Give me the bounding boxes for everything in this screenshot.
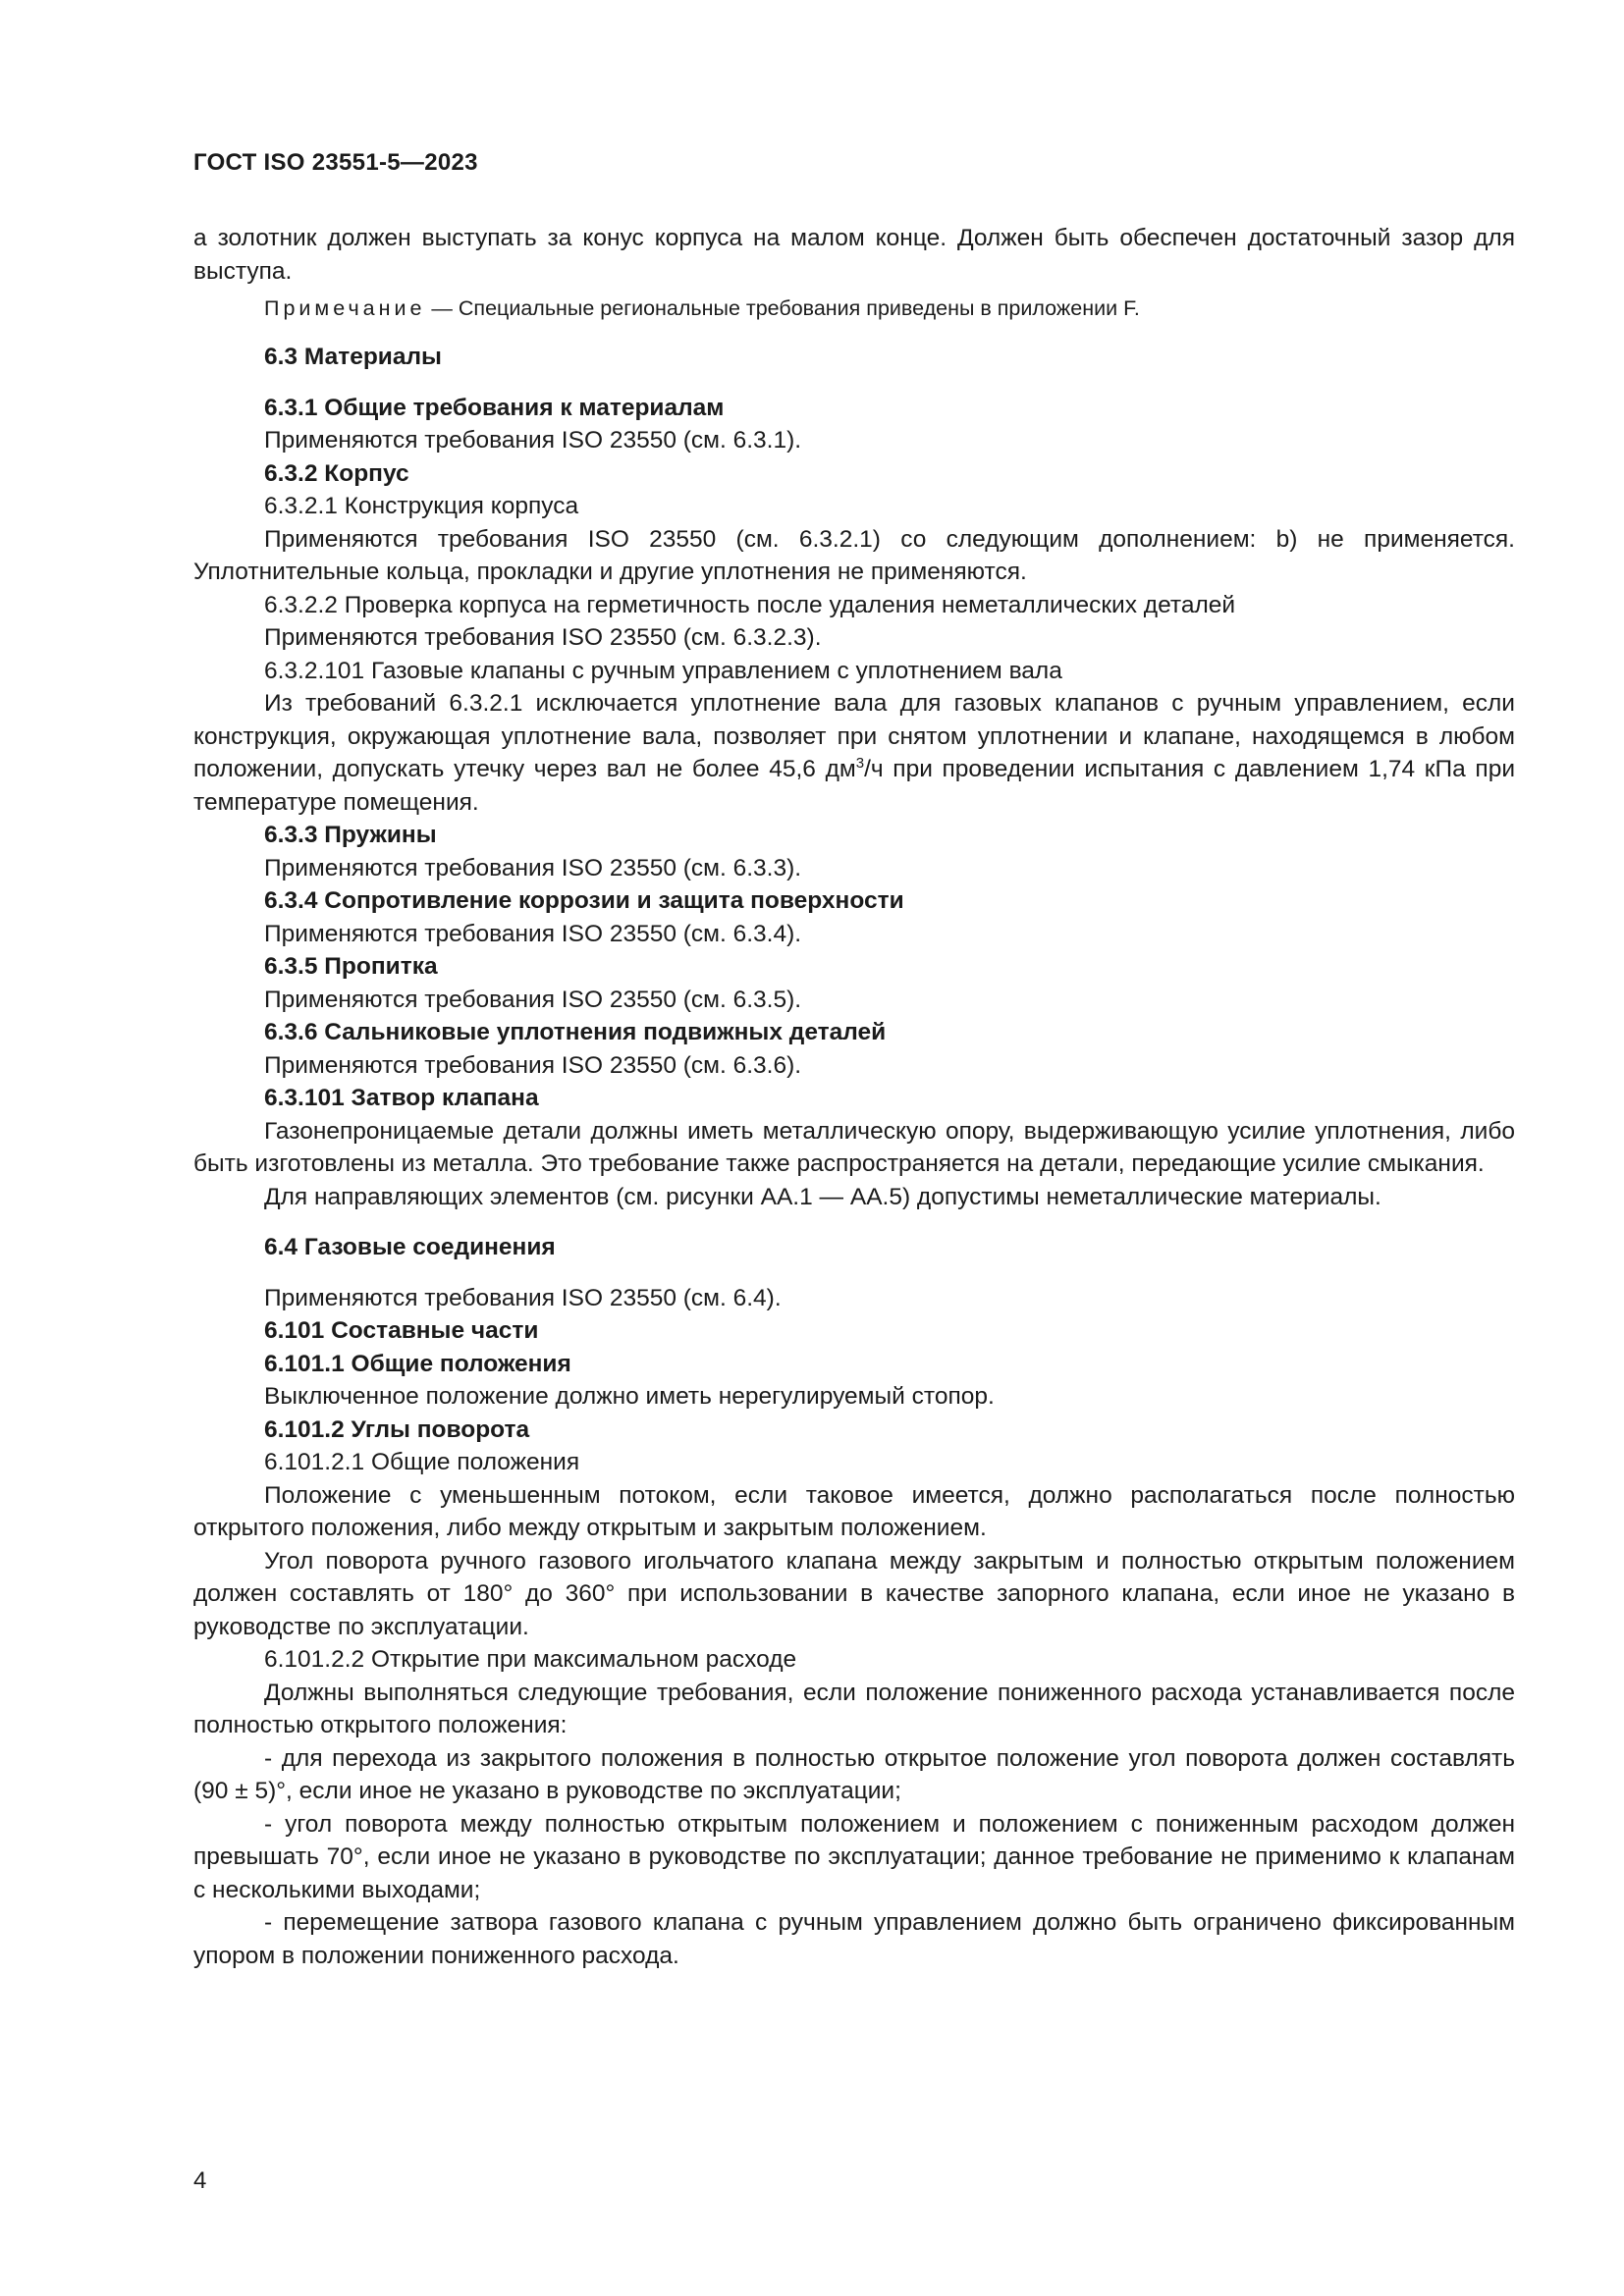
paragraph: Применяются требования ISO 23550 (см. 6.3.6). — [264, 1051, 802, 1079]
document-header: ГОСТ ISO 23551-5—2023 — [193, 149, 478, 176]
subsection-heading: 6.3.2 Корпус — [264, 459, 409, 487]
paragraph: Положение с уменьшенным потоком, если таковое имеется, должно располагаться после полностью открытого положения, либо между открытым и закрытым положением. — [193, 1481, 1515, 1541]
clause-title: 6.3.2.2 Проверка корпуса на герметичность после удаления неметаллических деталей — [264, 591, 1236, 618]
paragraph: Применяются требования ISO 23550 (см. 6.4). — [264, 1284, 782, 1311]
section-heading: 6.101 Составные части — [264, 1317, 539, 1344]
list-item: - для перехода из закрытого положения в полностью открытое положение угол поворота должен составлять (90 ± 5)°, если иное не указано в руководстве по эксплуатации; — [193, 1744, 1515, 1804]
clause-title: 6.101.2.2 Открытие при максимальном расходе — [264, 1646, 797, 1673]
list-item: - перемещение затвора газового клапана с ручным управлением должно быть ограничено фиксированным упором в положении пониженного расхода. — [193, 1909, 1515, 1969]
section-heading: 6.4 Газовые соединения — [264, 1234, 556, 1260]
clause-title: 6.101.2.1 Общие положения — [264, 1449, 580, 1475]
paragraph: Должны выполняться следующие требования, если положение пониженного расхода устанавливается после полностью открытого положения: — [193, 1679, 1515, 1738]
text-run: /ч при проведении испытания с давлением 1,74 кПа при температуре помещения. — [193, 756, 1516, 816]
paragraph: Применяются требования ISO 23550 (см. 6.3.2.3). — [264, 624, 822, 651]
note — [193, 294, 1515, 323]
clause-title: 6.3.2.101 Газовые клапаны с ручным управлением с уплотнением вала — [264, 657, 1062, 684]
paragraph: Применяются требования ISO 23550 (см. 6.3.3). — [264, 854, 802, 881]
list-item: - угол поворота между полностью открытым положением и положением с пониженным расходом должен превышать 70°, если иное не указано в руководстве по эксплуатации; данное требование не применимо к клапанам с несколькими выходами; — [193, 1810, 1515, 1903]
subsection-heading: 6.101.2 Углы поворота — [264, 1415, 530, 1443]
paragraph: Выключенное положение должно иметь нерегулируемый стопор. — [264, 1383, 995, 1410]
text-run: Из требований 6.3.2.1 исключается уплотнение вала для газовых клапанов с ручным управлением, если конструкция, окружающая уплотнение вала, позволяет при снятом уплотнении и клапане, находящемся в любом положении, допускать утечку через вал не более 45,6 дм — [193, 690, 1515, 782]
paragraph: Для направляющих элементов (см. рисунки АА.1 — АА.5) допустимы неметаллические материалы. — [264, 1183, 1381, 1210]
paragraph: а золотник должен выступать за конус корпуса на малом конце. Должен быть обеспечен достаточный зазор для выступа. — [193, 225, 1515, 285]
subsection-heading: 6.3.5 Пропитка — [264, 953, 438, 980]
document-body — [193, 222, 1515, 1972]
superscript: 3 — [855, 754, 865, 772]
section-heading: 6.3 Материалы — [264, 344, 442, 370]
paragraph: Применяются требования ISO 23550 (см. 6.3.2.1) со следующим дополнением: b) не применяется. Уплотнительные кольца, прокладки и другие уплотнения не применяются. — [193, 525, 1515, 585]
paragraph: Газонепроницаемые детали должны иметь металлическую опору, выдерживающую усилие уплотнения, либо быть изготовлены из металла. Это требование также распространяется на детали, передающие усилие смыкания. — [193, 1117, 1515, 1177]
subsection-heading: 6.3.1 Общие требования к материалам — [264, 394, 725, 421]
page-number: 4 — [193, 2167, 207, 2194]
note-label: Примечание — [264, 296, 426, 320]
paragraph: Применяются требования ISO 23550 (см. 6.3.5). — [264, 986, 802, 1013]
subsection-heading: 6.3.3 Пружины — [264, 822, 437, 848]
paragraph: Применяются требования ISO 23550 (см. 6.3.4). — [264, 920, 802, 947]
note-text: — Специальные региональные требования приведены в приложении F. — [425, 296, 1140, 320]
clause-title: 6.3.2.1 Конструкция корпуса — [264, 493, 579, 519]
paragraph — [193, 687, 1515, 819]
paragraph: Угол поворота ручного газового игольчатого клапана между закрытым и полностью открытым положением должен составлять от 180° до 360° при использовании в качестве запорного клапана, если иное не указано в руководстве по эксплуатации. — [193, 1547, 1515, 1640]
subsection-heading: 6.3.4 Сопротивление коррозии и защита поверхности — [264, 887, 904, 914]
subsection-heading: 6.101.1 Общие положения — [264, 1350, 571, 1377]
paragraph: Применяются требования ISO 23550 (см. 6.3.1). — [264, 427, 802, 454]
subsection-heading: 6.3.101 Затвор клапана — [264, 1085, 539, 1111]
subsection-heading: 6.3.6 Сальниковые уплотнения подвижных деталей — [264, 1019, 887, 1045]
